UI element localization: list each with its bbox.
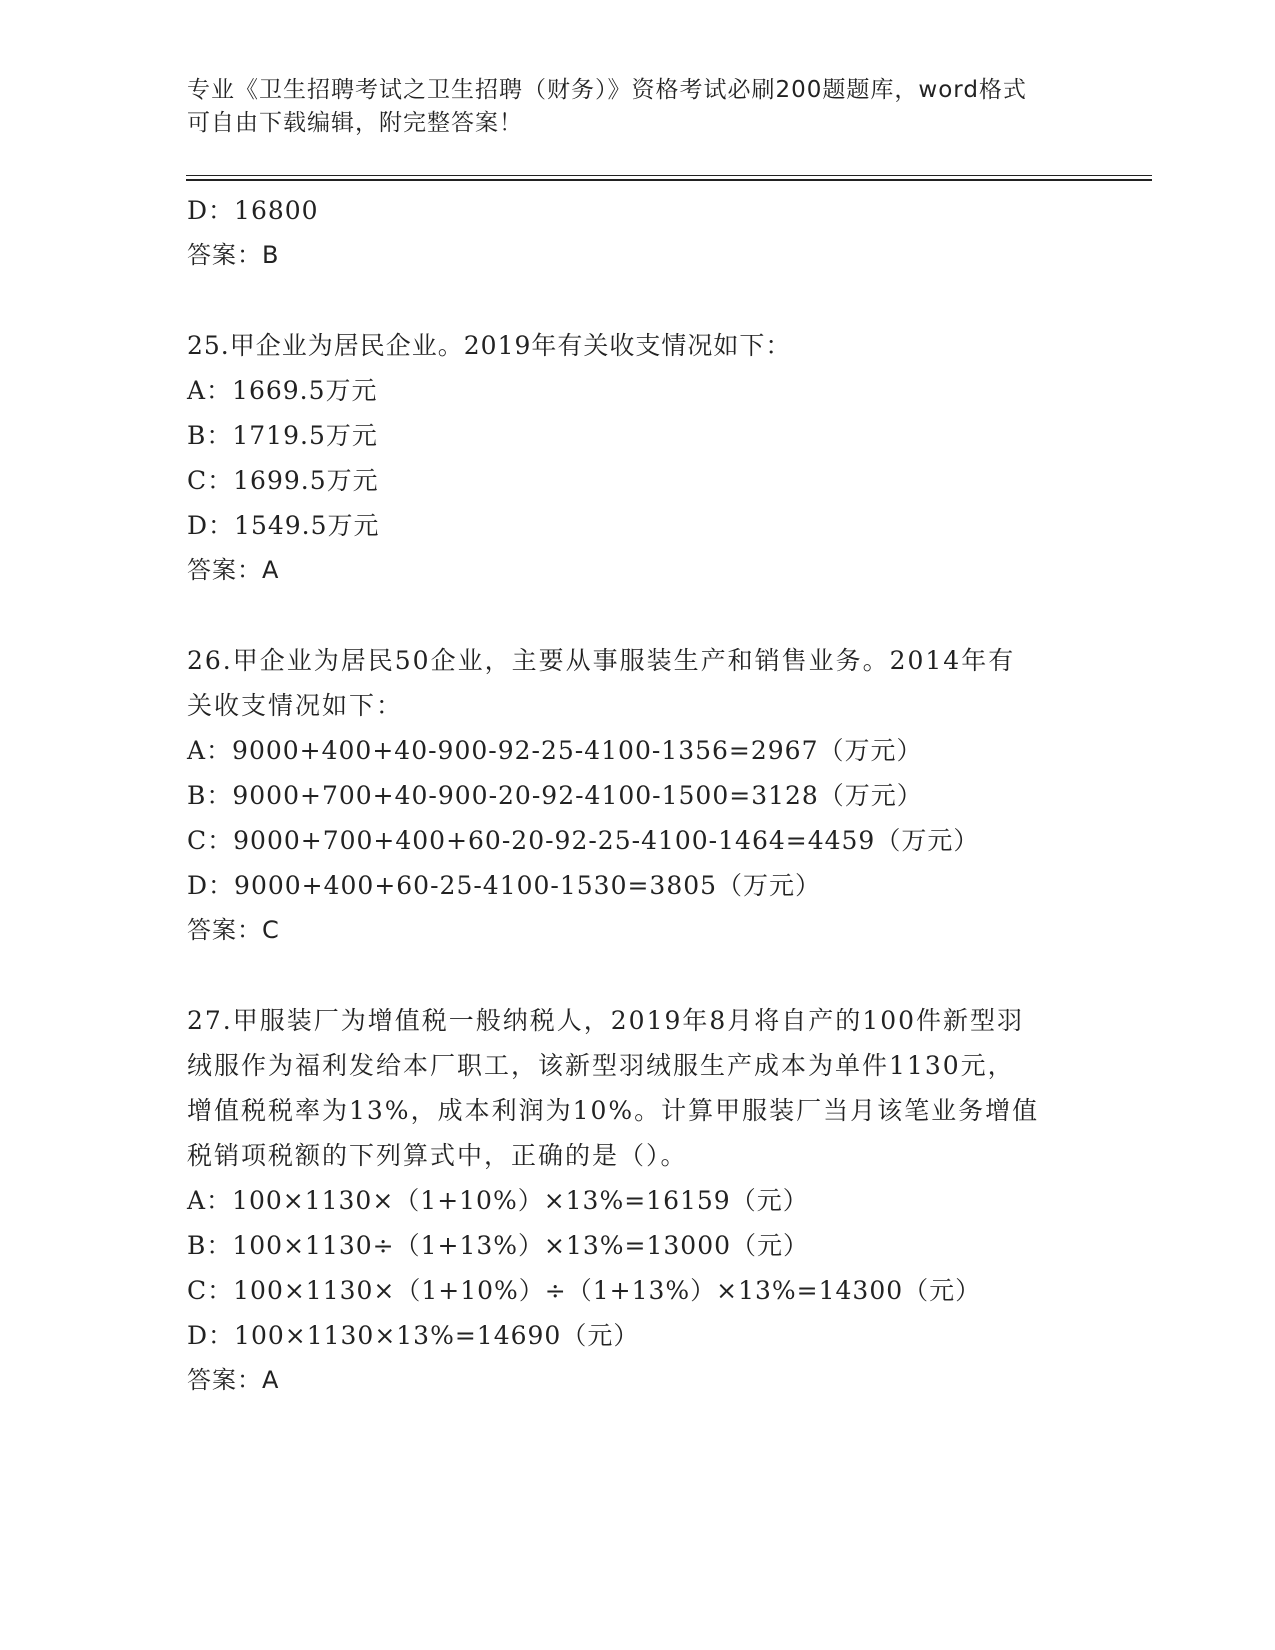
question-stem-line: 关收支情况如下： bbox=[187, 691, 404, 720]
option-a: A：9000+400+40-900-92-25-4100-1356=2967（万元） bbox=[187, 736, 923, 765]
previous-question-tail bbox=[187, 188, 1087, 278]
question-stem-line: 税销项税额的下列算式中，正确的是（）。 bbox=[187, 1141, 688, 1170]
header-rule-thick bbox=[186, 179, 1152, 181]
option-d: D：16800 bbox=[187, 196, 319, 225]
option-b: B：100×1130÷（1+13%）×13%=13000（元） bbox=[187, 1231, 810, 1260]
spacer bbox=[187, 278, 1087, 323]
option-d: D：1549.5万元 bbox=[187, 511, 380, 540]
option-a: A：100×1130×（1+10%）×13%=16159（元） bbox=[187, 1186, 809, 1215]
spacer bbox=[187, 593, 1087, 638]
question-stem-line: 绒服作为福利发给本厂职工，该新型羽绒服生产成本为单件1130元， bbox=[187, 1051, 1015, 1080]
option-b: B：9000+700+40-900-20-92-4100-1500=3128（万元） bbox=[187, 781, 923, 810]
option-c: C：1699.5万元 bbox=[187, 466, 379, 495]
answer-line: 答案：A bbox=[187, 556, 280, 584]
header-rule-thin bbox=[186, 175, 1152, 176]
question-stem-line: 26.甲企业为居民50企业，主要从事服装生产和销售业务。2014年有 bbox=[187, 646, 1016, 675]
option-b: B：1719.5万元 bbox=[187, 421, 378, 450]
question-stem bbox=[187, 638, 1087, 728]
document-header bbox=[187, 74, 1087, 140]
question-stem bbox=[187, 998, 1087, 1178]
option-a: A：1669.5万元 bbox=[187, 376, 378, 405]
question-list bbox=[187, 188, 1087, 1403]
answer-line: 答案：B bbox=[187, 241, 280, 269]
question-stem-line: 27.甲服装厂为增值税一般纳税人，2019年8月将自产的100件新型羽 bbox=[187, 1006, 1025, 1035]
question-26 bbox=[187, 638, 1087, 953]
question-27 bbox=[187, 998, 1087, 1403]
answer-line: 答案：A bbox=[187, 1366, 280, 1394]
option-d: D：100×1130×13%=14690（元） bbox=[187, 1321, 640, 1350]
option-c: C：100×1130×（1+10%）÷（1+13%）×13%=14300（元） bbox=[187, 1276, 982, 1305]
spacer bbox=[187, 953, 1087, 998]
option-d: D：9000+400+60-25-4100-1530=3805（万元） bbox=[187, 871, 822, 900]
header-title-line-2: 可自由下载编辑，附完整答案！ bbox=[187, 110, 523, 136]
question-stem-line: 增值税税率为13%，成本利润为10%。计算甲服装厂当月该笔业务增值 bbox=[187, 1096, 1040, 1125]
header-title-line-1: 专业《卫生招聘考试之卫生招聘（财务）》资格考试必刷200题题库，word格式 bbox=[187, 77, 1027, 103]
question-stem: 25.甲企业为居民企业。2019年有关收支情况如下： bbox=[187, 331, 792, 360]
answer-line: 答案：C bbox=[187, 916, 280, 944]
option-c: C：9000+700+400+60-20-92-25-4100-1464=4459（万元） bbox=[187, 826, 980, 855]
question-25 bbox=[187, 323, 1087, 593]
